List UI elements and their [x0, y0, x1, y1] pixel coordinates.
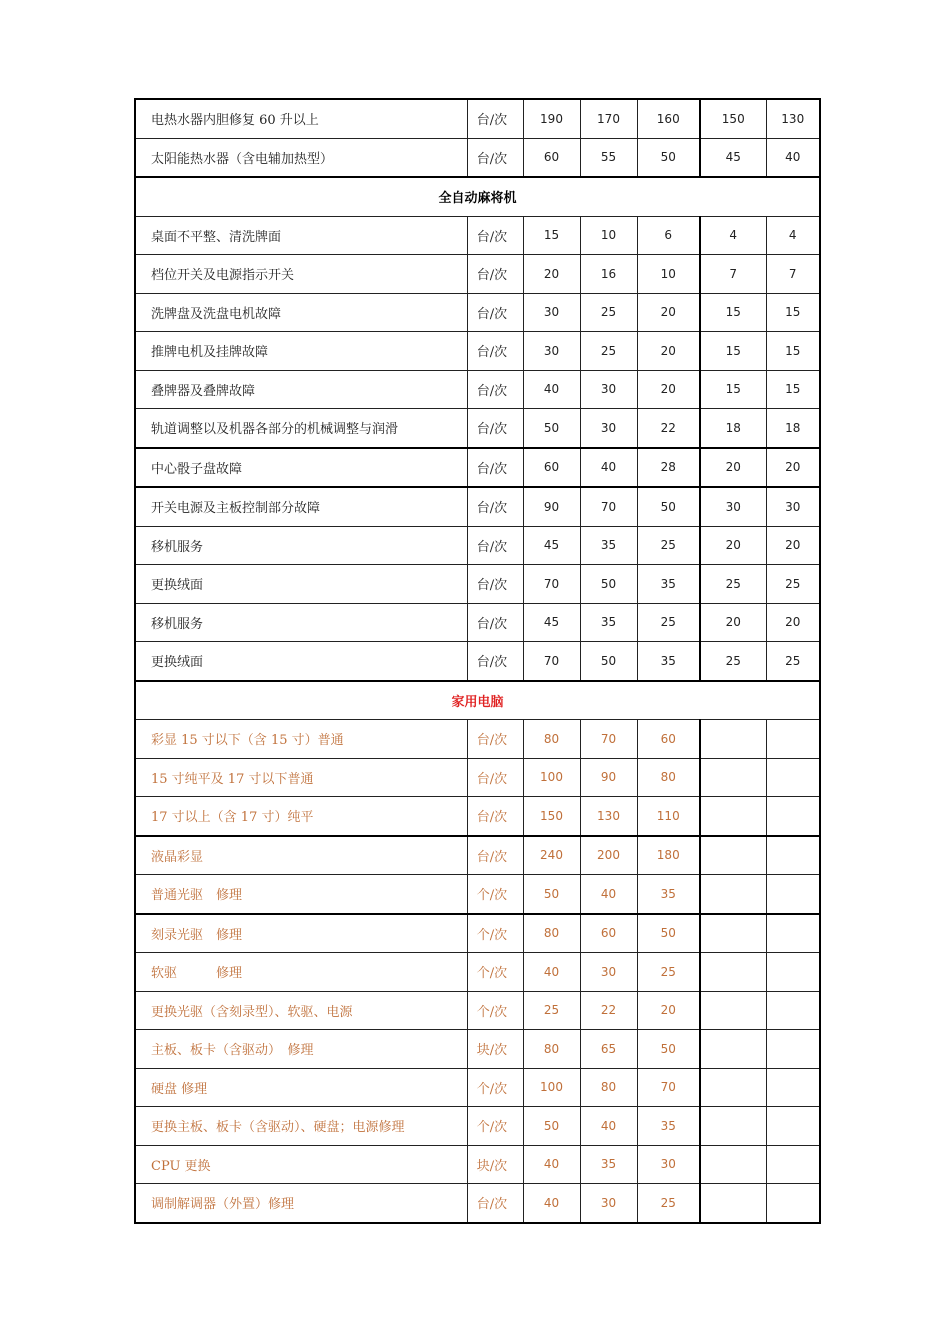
price-cell-4: 15 [700, 293, 766, 332]
price-cell-2: 80 [580, 1068, 637, 1107]
price-cell-4 [700, 1145, 766, 1184]
service-name-cell: 移机服务 [135, 603, 467, 642]
table-row [135, 293, 820, 332]
price-cell-1: 80 [523, 914, 580, 953]
price-cell-3: 35 [637, 642, 700, 681]
unit-cell: 台/次 [467, 293, 523, 332]
price-cell-4 [700, 836, 766, 875]
price-cell-2: 16 [580, 255, 637, 294]
price-cell-4 [700, 758, 766, 797]
price-cell-2: 35 [580, 603, 637, 642]
service-name-cell: 更换绒面 [135, 642, 467, 681]
unit-cell: 台/次 [467, 642, 523, 681]
price-cell-2: 200 [580, 836, 637, 875]
table-row [135, 1030, 820, 1069]
price-cell-3: 25 [637, 603, 700, 642]
table-row [135, 720, 820, 759]
table-row [135, 875, 820, 914]
service-name-cell: 17 寸以上（含 17 寸）纯平 [135, 797, 467, 836]
price-cell-3: 70 [637, 1068, 700, 1107]
table-row [135, 642, 820, 681]
price-cell-5: 7 [766, 255, 820, 294]
unit-cell: 块/次 [467, 1145, 523, 1184]
price-cell-4: 20 [700, 526, 766, 565]
service-name-cell: CPU 更换 [135, 1145, 467, 1184]
price-cell-2: 30 [580, 409, 637, 448]
price-table-body [135, 99, 820, 1223]
price-cell-3: 6 [637, 216, 700, 255]
service-name-cell: 调制解调器（外置）修理 [135, 1184, 467, 1223]
price-cell-5 [766, 1107, 820, 1146]
price-cell-2: 35 [580, 1145, 637, 1184]
price-cell-5 [766, 1068, 820, 1107]
price-cell-3: 35 [637, 1107, 700, 1146]
service-name-cell: 主板、板卡（含驱动） 修理 [135, 1030, 467, 1069]
price-cell-4: 25 [700, 565, 766, 604]
price-cell-5 [766, 914, 820, 953]
price-cell-1: 60 [523, 138, 580, 177]
price-cell-2: 35 [580, 526, 637, 565]
section-title: 家用电脑 [135, 681, 820, 720]
price-cell-3: 20 [637, 370, 700, 409]
price-cell-1: 25 [523, 991, 580, 1030]
service-name-cell: 更换主板、板卡（含驱动）、硬盘；电源修理 [135, 1107, 467, 1146]
price-cell-5: 18 [766, 409, 820, 448]
price-cell-4 [700, 875, 766, 914]
service-name-cell: 刻录光驱 修理 [135, 914, 467, 953]
price-cell-3: 20 [637, 332, 700, 371]
price-cell-5: 20 [766, 448, 820, 488]
price-cell-5: 15 [766, 293, 820, 332]
table-row [135, 216, 820, 255]
price-cell-2: 30 [580, 953, 637, 992]
table-row [135, 758, 820, 797]
price-cell-4: 150 [700, 99, 766, 138]
service-name-cell: 彩显 15 寸以下（含 15 寸）普通 [135, 720, 467, 759]
unit-cell: 台/次 [467, 332, 523, 371]
price-cell-1: 150 [523, 797, 580, 836]
price-cell-4: 45 [700, 138, 766, 177]
table-row [135, 991, 820, 1030]
table-row [135, 953, 820, 992]
price-cell-3: 60 [637, 720, 700, 759]
price-cell-2: 30 [580, 1184, 637, 1223]
price-cell-4 [700, 953, 766, 992]
price-cell-4 [700, 797, 766, 836]
price-cell-3: 25 [637, 953, 700, 992]
price-cell-2: 90 [580, 758, 637, 797]
service-name-cell: 桌面不平整、清洗牌面 [135, 216, 467, 255]
price-cell-1: 80 [523, 720, 580, 759]
price-cell-2: 55 [580, 138, 637, 177]
price-cell-1: 240 [523, 836, 580, 875]
table-row [135, 1107, 820, 1146]
price-cell-1: 190 [523, 99, 580, 138]
price-cell-2: 40 [580, 875, 637, 914]
price-cell-3: 160 [637, 99, 700, 138]
price-cell-3: 50 [637, 138, 700, 177]
table-row [135, 255, 820, 294]
price-cell-1: 50 [523, 1107, 580, 1146]
table-row [135, 409, 820, 448]
unit-cell: 台/次 [467, 216, 523, 255]
table-row [135, 603, 820, 642]
price-cell-4: 7 [700, 255, 766, 294]
section-header-row [135, 177, 820, 216]
unit-cell: 台/次 [467, 797, 523, 836]
price-cell-5 [766, 758, 820, 797]
table-row [135, 370, 820, 409]
price-cell-5: 25 [766, 642, 820, 681]
price-cell-1: 80 [523, 1030, 580, 1069]
table-row [135, 1145, 820, 1184]
price-cell-5 [766, 836, 820, 875]
table-row [135, 332, 820, 371]
price-cell-4: 15 [700, 370, 766, 409]
service-name-cell: 轨道调整以及机器各部分的机械调整与润滑 [135, 409, 467, 448]
unit-cell: 台/次 [467, 138, 523, 177]
price-cell-5 [766, 720, 820, 759]
service-name-cell: 档位开关及电源指示开关 [135, 255, 467, 294]
price-cell-4: 20 [700, 448, 766, 488]
price-cell-3: 20 [637, 293, 700, 332]
price-cell-5: 25 [766, 565, 820, 604]
price-cell-3: 35 [637, 875, 700, 914]
unit-cell: 台/次 [467, 370, 523, 409]
unit-cell: 台/次 [467, 836, 523, 875]
price-cell-1: 100 [523, 758, 580, 797]
price-cell-4 [700, 720, 766, 759]
price-cell-2: 30 [580, 370, 637, 409]
price-cell-3: 30 [637, 1145, 700, 1184]
price-cell-1: 45 [523, 603, 580, 642]
price-cell-3: 35 [637, 565, 700, 604]
table-row [135, 487, 820, 526]
section-header-row [135, 681, 820, 720]
service-name-cell: 更换绒面 [135, 565, 467, 604]
price-cell-3: 50 [637, 914, 700, 953]
service-name-cell: 软驱 修理 [135, 953, 467, 992]
table-row [135, 1184, 820, 1223]
price-cell-3: 25 [637, 1184, 700, 1223]
price-cell-4 [700, 1107, 766, 1146]
price-cell-1: 20 [523, 255, 580, 294]
unit-cell: 台/次 [467, 758, 523, 797]
table-row [135, 797, 820, 836]
service-name-cell: 推牌电机及挂牌故障 [135, 332, 467, 371]
price-cell-1: 15 [523, 216, 580, 255]
price-cell-4 [700, 1030, 766, 1069]
table-row [135, 565, 820, 604]
price-cell-2: 25 [580, 293, 637, 332]
price-cell-1: 30 [523, 332, 580, 371]
unit-cell: 块/次 [467, 1030, 523, 1069]
service-name-cell: 移机服务 [135, 526, 467, 565]
section-title: 全自动麻将机 [135, 177, 820, 216]
price-cell-5 [766, 1145, 820, 1184]
unit-cell: 个/次 [467, 914, 523, 953]
price-cell-5 [766, 1184, 820, 1223]
table-row [135, 99, 820, 138]
price-cell-4: 18 [700, 409, 766, 448]
table-row [135, 914, 820, 953]
price-cell-5: 20 [766, 603, 820, 642]
price-cell-1: 40 [523, 370, 580, 409]
price-cell-1: 45 [523, 526, 580, 565]
price-cell-3: 110 [637, 797, 700, 836]
price-cell-4 [700, 1184, 766, 1223]
table-row [135, 836, 820, 875]
price-cell-1: 90 [523, 487, 580, 526]
unit-cell: 台/次 [467, 255, 523, 294]
price-cell-5 [766, 1030, 820, 1069]
service-name-cell: 更换光驱（含刻录型）、软驱、电源 [135, 991, 467, 1030]
unit-cell: 台/次 [467, 99, 523, 138]
service-name-cell: 洗牌盘及洗盘电机故障 [135, 293, 467, 332]
service-name-cell: 太阳能热水器（含电辅加热型） [135, 138, 467, 177]
unit-cell: 个/次 [467, 953, 523, 992]
unit-cell: 台/次 [467, 526, 523, 565]
price-cell-5 [766, 991, 820, 1030]
price-cell-5 [766, 797, 820, 836]
price-cell-1: 50 [523, 409, 580, 448]
price-cell-4: 15 [700, 332, 766, 371]
price-cell-2: 22 [580, 991, 637, 1030]
service-name-cell: 中心骰子盘故障 [135, 448, 467, 488]
service-name-cell: 开关电源及主板控制部分故障 [135, 487, 467, 526]
price-table [134, 98, 821, 1224]
price-cell-2: 10 [580, 216, 637, 255]
price-cell-3: 20 [637, 991, 700, 1030]
unit-cell: 个/次 [467, 1068, 523, 1107]
price-cell-4: 30 [700, 487, 766, 526]
unit-cell: 台/次 [467, 487, 523, 526]
price-cell-5: 15 [766, 370, 820, 409]
price-cell-5: 15 [766, 332, 820, 371]
unit-cell: 台/次 [467, 409, 523, 448]
service-name-cell: 液晶彩显 [135, 836, 467, 875]
service-name-cell: 15 寸纯平及 17 寸以下普通 [135, 758, 467, 797]
price-cell-2: 40 [580, 1107, 637, 1146]
unit-cell: 个/次 [467, 991, 523, 1030]
price-cell-1: 40 [523, 1184, 580, 1223]
price-cell-3: 50 [637, 1030, 700, 1069]
price-cell-1: 40 [523, 1145, 580, 1184]
price-cell-4: 25 [700, 642, 766, 681]
service-name-cell: 叠牌器及叠牌故障 [135, 370, 467, 409]
price-cell-5 [766, 953, 820, 992]
price-cell-1: 100 [523, 1068, 580, 1107]
price-cell-2: 60 [580, 914, 637, 953]
price-cell-2: 130 [580, 797, 637, 836]
price-cell-1: 60 [523, 448, 580, 488]
service-name-cell: 硬盘 修理 [135, 1068, 467, 1107]
price-cell-1: 70 [523, 565, 580, 604]
table-row [135, 526, 820, 565]
price-cell-2: 170 [580, 99, 637, 138]
price-cell-4 [700, 1068, 766, 1107]
unit-cell: 台/次 [467, 565, 523, 604]
table-row [135, 448, 820, 488]
price-cell-4 [700, 914, 766, 953]
price-cell-4: 20 [700, 603, 766, 642]
price-cell-3: 180 [637, 836, 700, 875]
price-cell-4 [700, 991, 766, 1030]
table-row [135, 138, 820, 177]
unit-cell: 台/次 [467, 448, 523, 488]
price-cell-5: 40 [766, 138, 820, 177]
unit-cell: 个/次 [467, 875, 523, 914]
price-cell-3: 50 [637, 487, 700, 526]
price-cell-2: 65 [580, 1030, 637, 1069]
price-cell-3: 10 [637, 255, 700, 294]
service-name-cell: 电热水器内胆修复 60 升以上 [135, 99, 467, 138]
unit-cell: 台/次 [467, 603, 523, 642]
unit-cell: 台/次 [467, 1184, 523, 1223]
price-cell-5 [766, 875, 820, 914]
price-cell-5: 30 [766, 487, 820, 526]
price-cell-2: 50 [580, 565, 637, 604]
price-cell-1: 30 [523, 293, 580, 332]
price-cell-2: 70 [580, 720, 637, 759]
price-cell-3: 28 [637, 448, 700, 488]
price-cell-2: 25 [580, 332, 637, 371]
price-cell-1: 70 [523, 642, 580, 681]
price-cell-2: 70 [580, 487, 637, 526]
price-cell-4: 4 [700, 216, 766, 255]
price-cell-5: 4 [766, 216, 820, 255]
price-cell-2: 40 [580, 448, 637, 488]
table-row [135, 1068, 820, 1107]
price-cell-3: 25 [637, 526, 700, 565]
price-cell-3: 80 [637, 758, 700, 797]
price-cell-5: 130 [766, 99, 820, 138]
unit-cell: 个/次 [467, 1107, 523, 1146]
price-cell-3: 22 [637, 409, 700, 448]
price-cell-1: 40 [523, 953, 580, 992]
price-cell-5: 20 [766, 526, 820, 565]
price-cell-2: 50 [580, 642, 637, 681]
unit-cell: 台/次 [467, 720, 523, 759]
price-cell-1: 50 [523, 875, 580, 914]
service-name-cell: 普通光驱 修理 [135, 875, 467, 914]
